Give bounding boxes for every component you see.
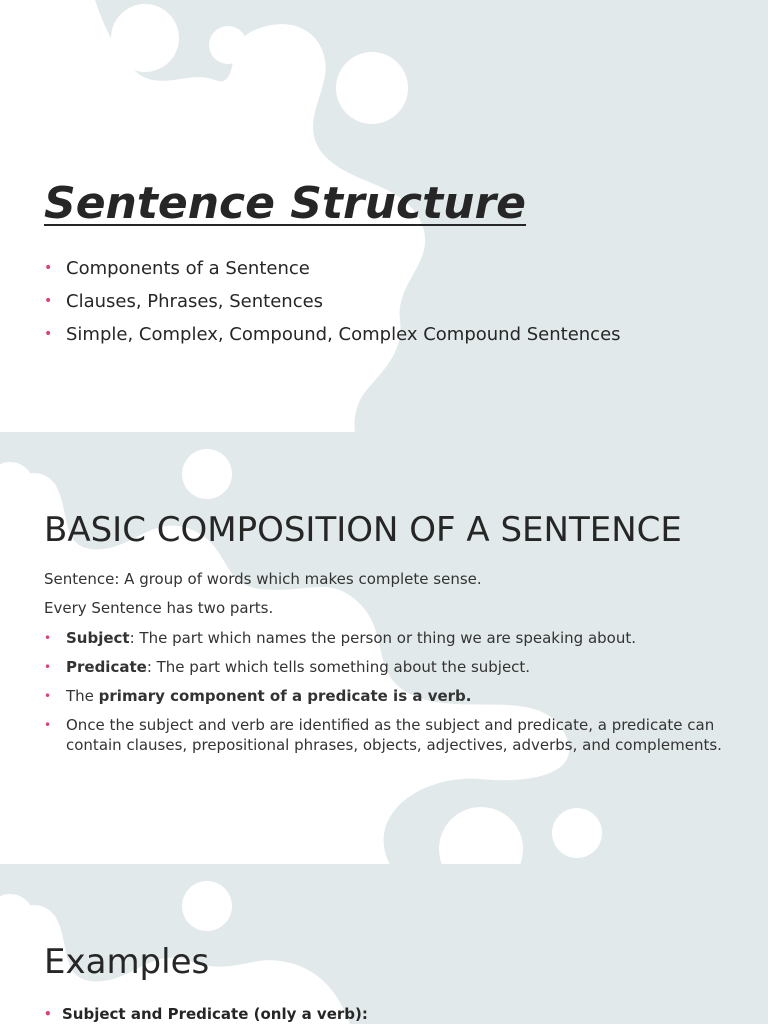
bullet-icon: • <box>44 293 53 309</box>
slide-2 <box>0 434 768 864</box>
list-item: • Subject: The part which names the person or thing we are speaking about. <box>44 629 636 647</box>
list-item: • The primary component of a predicate is a verb. <box>44 687 472 705</box>
list-item: • Once the subject and verb are identified as the subject and predicate, a predicate can contain clauses, prepositional phrases, objects, adjectives, adverbs, and complements. <box>44 716 722 754</box>
bullet-list <box>44 628 724 755</box>
list-item: • Components of a Sentence <box>44 252 621 285</box>
bullet-icon: • <box>44 260 53 276</box>
bullet-icon: • <box>44 689 52 703</box>
slide-title: BASIC COMPOSITION OF A SENTENCE <box>44 510 682 550</box>
slide-title: Examples <box>44 942 210 982</box>
bullet-list <box>44 1004 368 1024</box>
list-item: • Subject and Predicate (only a verb): <box>44 1005 368 1023</box>
slide-1 <box>0 0 768 432</box>
slide-3 <box>0 866 768 1024</box>
list-item: • Predicate: The part which tells something about the subject. <box>44 658 531 676</box>
bullet-icon: • <box>44 326 53 342</box>
bullet-icon: • <box>44 1007 52 1021</box>
list-item: • Simple, Complex, Compound, Complex Compound Sentences <box>44 318 621 351</box>
bullet-icon: • <box>44 631 52 645</box>
slide-body <box>44 570 724 764</box>
slide-title: Sentence Structure <box>44 178 527 229</box>
bullet-list <box>44 252 621 351</box>
paragraph: Sentence: A group of words which makes complete sense. <box>44 570 482 588</box>
bullet-icon: • <box>44 660 52 674</box>
bullet-icon: • <box>44 718 52 732</box>
paragraph: Every Sentence has two parts. <box>44 599 274 617</box>
list-item: • Clauses, Phrases, Sentences <box>44 285 621 318</box>
